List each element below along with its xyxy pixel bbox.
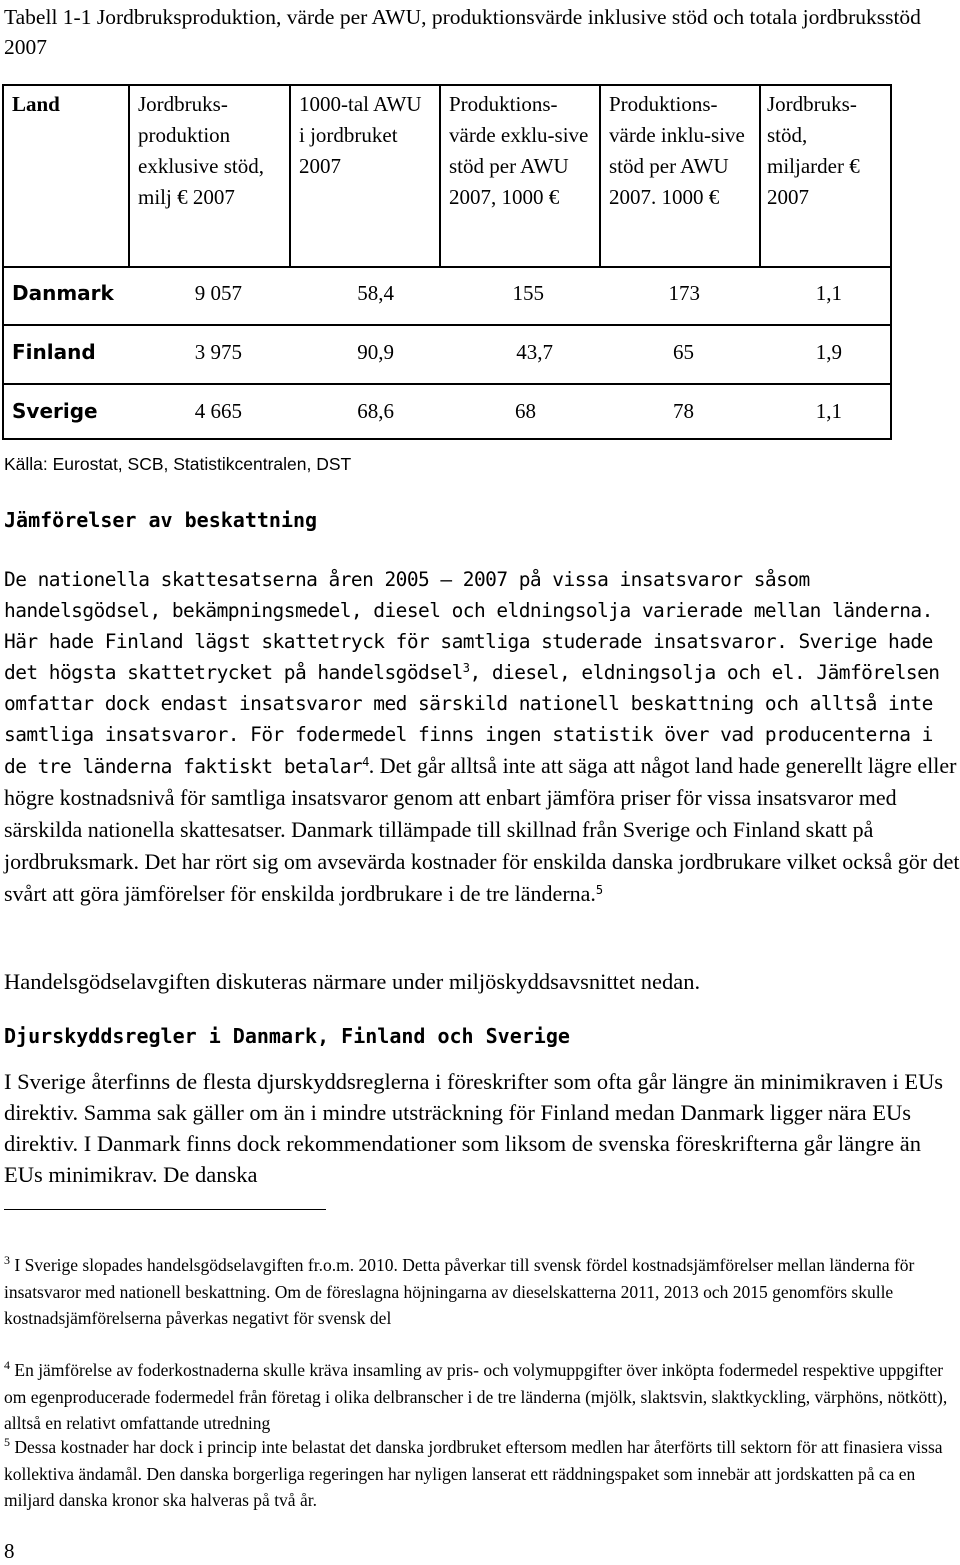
paragraph-text: . Det går alltså inte att säga att något land hade generellt lägre eller högre kostnadsnivå för samtliga insatsvaror genom att enbart jämföra priser för vissa insatsvaror med särskilda nationella skattesatser. Danmark tillämpade till skillnad från Sverige och Finland skatt på jordbruksmark. Det har rört sig om avsevärda kostnader för enskilda danska jordbrukare vilket också gör det svårt att göra jämförelser för enskilda jordbrukare i de tre länderna.: [4, 753, 960, 906]
cell-value-incl: 65: [673, 340, 694, 364]
column-divider: [289, 86, 291, 268]
footnote-number: 4: [4, 1358, 10, 1372]
paragraph-animal-welfare: I Sverige återfinns de flesta djurskyddsreglerna i föreskrifter som ofta går längre än minimikraven i EUs direktiv. Samma sak gäller om än i mindre utsträckning för Finland medan Danmark ligger nära EUs direktiv. I Danmark finns dock rekommendationer som liksom de svenska föreskrifterna går längre än EUs minimikrav. De danska: [4, 1069, 944, 1187]
header-value-excl: Produktions-värde exklu-sive stöd per AWU 2007, 1000 €: [449, 92, 589, 209]
footnote-ref-3[interactable]: 3: [462, 661, 470, 675]
footnote-ref-4[interactable]: 4: [362, 755, 369, 769]
cell-production: 3 975: [194, 340, 242, 364]
paragraph-text: , diesel, eldningsolja och el. Jämförelsen omfattar dock endast insatsvaror med särskild nationell beskattning och alltså inte samtliga insatsvaror. För fodermedel finns ingen statistik över vad producenterna i de tre länderna faktiskt betalar: [4, 661, 940, 778]
paragraph-text: De nationella skattesatserna åren 2005 – 2007 på vissa insatsvaror såsom handelsgödsel, bekämpningsmedel, diesel och eldningsolja varierade mellan länderna. Här hade Finland lägst skattetryck för samtliga studerade insatsvaror. Sverige hade det högsta skattetrycket på handelsgödsel: [4, 568, 933, 684]
row-divider: [4, 324, 890, 326]
row-divider: [4, 383, 890, 385]
cell-support: 1,1: [815, 399, 842, 423]
cell-awu: 68,6: [357, 399, 394, 423]
header-awu: 1000-tal AWU i jordbruket 2007: [299, 92, 422, 178]
cell-value-incl: 78: [673, 399, 694, 423]
footnote-3: [4, 1252, 960, 1332]
cell-support: 1,1: [815, 281, 842, 305]
cell-production: 9 057: [194, 281, 242, 305]
cell-value-excl: 43,7: [516, 340, 553, 364]
row-country: Finland: [12, 340, 96, 364]
column-divider: [759, 86, 761, 268]
section-heading-animal-welfare: Djurskyddsregler i Danmark, Finland och Sverige: [4, 1024, 570, 1048]
table-caption: Tabell 1-1 Jordbruksproduktion, värde per AWU, produktionsvärde inklusive stöd och totala jordbruksstöd 2007: [4, 5, 921, 59]
header-land: Land: [12, 92, 60, 116]
column-divider: [439, 86, 441, 268]
footnote-text: Dessa kostnader har dock i princip inte belastat det danska jordbruket eftersom medlen har återförts till sektorn för att finasiera vissa kollektiva ändamål. Den danska borgerliga regeringen har nyligen lanserat ett räddningspaket som innebär att jordskatten på ca en miljard danska kronor ska halveras på två år.: [4, 1437, 943, 1510]
cell-awu: 90,9: [357, 340, 394, 364]
footnote-number: 5: [4, 1435, 10, 1449]
header-value-incl: Produktions-värde inklu-sive stöd per AWU 2007. 1000 €: [609, 92, 745, 209]
cell-support: 1,9: [815, 340, 842, 364]
data-table: [2, 84, 892, 440]
footnote-4: [4, 1357, 960, 1437]
header-production: Jordbruks-produktion exklusive stöd, milj € 2007: [138, 92, 264, 209]
cell-value-excl: 155: [512, 281, 544, 305]
cell-value-incl: 173: [668, 281, 700, 305]
row-divider: [4, 266, 890, 268]
page-number: 8: [4, 1539, 15, 1563]
footnote-5: [4, 1434, 960, 1514]
paragraph-taxation: [4, 564, 960, 910]
footnote-text: I Sverige slopades handelsgödselavgiften fr.o.m. 2010. Detta påverkar till svensk fördel kostnadsjämförelser mellan länderna för insatsvaror med nationell beskattning. Om de föreslagna höjningarna av dieselskatterna 2011, 2013 och 2015 genomförs skulle kostnadsjämförelserna påverkas negativt för svensk del: [4, 1255, 915, 1328]
header-support: Jordbruks-stöd, miljarder € 2007: [767, 92, 860, 209]
row-country: Sverige: [12, 399, 98, 423]
footnote-ref-5[interactable]: 5: [595, 883, 603, 897]
paragraph-fertilizer-fee: Handelsgödselavgiften diskuteras närmare under miljöskyddsavsnittet nedan.: [4, 969, 701, 994]
column-divider: [128, 86, 130, 268]
section-heading-taxation: Jämförelser av beskattning: [4, 508, 318, 532]
column-divider: [599, 86, 601, 268]
cell-production: 4 665: [194, 399, 242, 423]
footnote-text: En jämförelse av foderkostnaderna skulle kräva insamling av pris- och volymuppgifter över inköpta fodermedel respektive uppgifter om egenproducerade fodermedel från företag i olika delbranscher i de tre länderna (mjölk, slaktsvin, slaktkyckling, värphöns, nötkött), alltså en relativt omfattande utredning: [4, 1360, 948, 1433]
cell-awu: 58,4: [357, 281, 394, 305]
footnote-number: 3: [4, 1253, 10, 1267]
cell-value-excl: 68: [515, 399, 536, 423]
table-source: Källa: Eurostat, SCB, Statistikcentralen, DST: [4, 454, 352, 474]
row-country: Danmark: [12, 281, 114, 305]
footnote-separator: [4, 1209, 326, 1210]
